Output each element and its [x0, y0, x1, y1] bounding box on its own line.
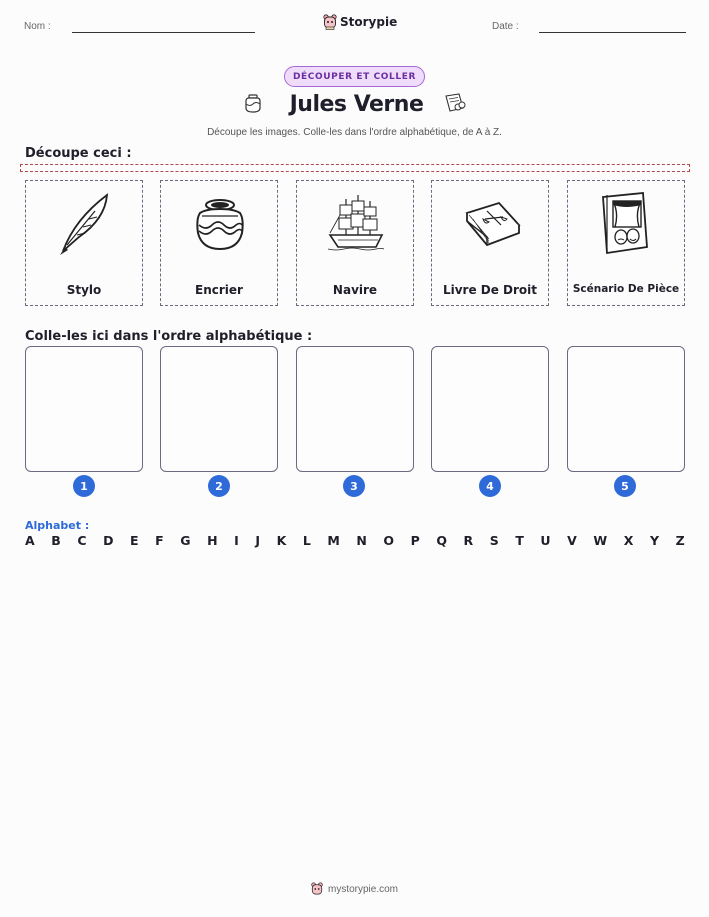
card-label: Livre De Droit [442, 283, 538, 297]
date-line[interactable] [539, 32, 686, 33]
paste-heading: Colle-les ici dans l'ordre alphabétique : [25, 329, 313, 344]
brand-logo [323, 14, 397, 30]
paste-slot-2[interactable] [160, 346, 278, 472]
theater-script-icon [597, 189, 657, 259]
alphabet-letter: R [463, 533, 474, 548]
law-book-icon [461, 189, 521, 259]
alphabet-letter: E [130, 533, 139, 548]
inkwell-icon [242, 92, 264, 114]
name-line[interactable] [72, 32, 255, 33]
cut-card-scenario-de-piece[interactable] [567, 180, 685, 306]
alphabet-heading: Alphabet : [25, 519, 90, 532]
card-label: Stylo [66, 283, 102, 297]
footer-site[interactable]: mystorypie.com [327, 883, 398, 895]
alphabet-letter: W [593, 533, 608, 548]
slot-number-1: 1 [73, 475, 95, 497]
alphabet-letter: K [276, 533, 287, 548]
storypie-mascot-icon [311, 882, 323, 896]
alphabet-letter: D [103, 533, 114, 548]
paste-slot-4[interactable] [431, 346, 549, 472]
date-label: Date : [492, 21, 519, 32]
title-text: Jules Verne [289, 92, 424, 117]
slot-number-3: 3 [343, 475, 365, 497]
alphabet-letter: A [25, 533, 35, 548]
alphabet-letter: F [155, 533, 164, 548]
alphabet-letter: J [255, 533, 260, 548]
cut-card-stylo[interactable] [25, 180, 143, 306]
cut-heading: Découpe ceci : [25, 146, 132, 161]
alphabet-letter: Z [675, 533, 685, 548]
alphabet-letter: N [356, 533, 367, 548]
quill-pen-icon [55, 189, 115, 259]
alphabet-letter: X [623, 533, 634, 548]
card-label: Navire [332, 283, 378, 297]
alphabet-row [25, 533, 685, 548]
alphabet-letter: V [567, 533, 577, 548]
cut-line [20, 164, 690, 172]
slot-number-5: 5 [614, 475, 636, 497]
page-title [0, 92, 709, 117]
activity-badge: DÉCOUPER ET COLLER [284, 66, 425, 87]
alphabet-letter: S [489, 533, 499, 548]
paste-slot-3[interactable] [296, 346, 414, 472]
alphabet-letter: M [327, 533, 340, 548]
card-label: Scénario De Pièce [572, 283, 680, 295]
instructions: Découpe les images. Colle-les dans l'ordre alphabétique, de A à Z. [207, 127, 502, 138]
slot-number-2: 2 [208, 475, 230, 497]
alphabet-letter: G [180, 533, 191, 548]
storypie-mascot-icon [323, 14, 337, 30]
sailing-ship-icon [326, 189, 386, 259]
alphabet-letter: C [77, 533, 87, 548]
slot-number-4: 4 [479, 475, 501, 497]
alphabet-letter: B [51, 533, 61, 548]
cut-card-livre-de-droit[interactable] [431, 180, 549, 306]
brand-name: Storypie [340, 15, 398, 29]
alphabet-letter: P [410, 533, 420, 548]
footer [0, 882, 709, 896]
alphabet-letter: O [383, 533, 395, 548]
alphabet-letter: H [207, 533, 218, 548]
alphabet-letter: Y [649, 533, 659, 548]
alphabet-letter: T [515, 533, 524, 548]
alphabet-letter: U [540, 533, 551, 548]
alphabet-letter: I [234, 533, 239, 548]
name-label: Nom : [24, 21, 51, 32]
paste-slot-5[interactable] [567, 346, 685, 472]
cut-card-encrier[interactable] [160, 180, 278, 306]
paste-slot-1[interactable] [25, 346, 143, 472]
alphabet-letter: L [302, 533, 311, 548]
inkwell-icon [190, 189, 250, 259]
card-label: Encrier [195, 283, 243, 297]
theater-script-icon [443, 92, 467, 114]
cut-card-navire[interactable] [296, 180, 414, 306]
alphabet-letter: Q [436, 533, 447, 548]
